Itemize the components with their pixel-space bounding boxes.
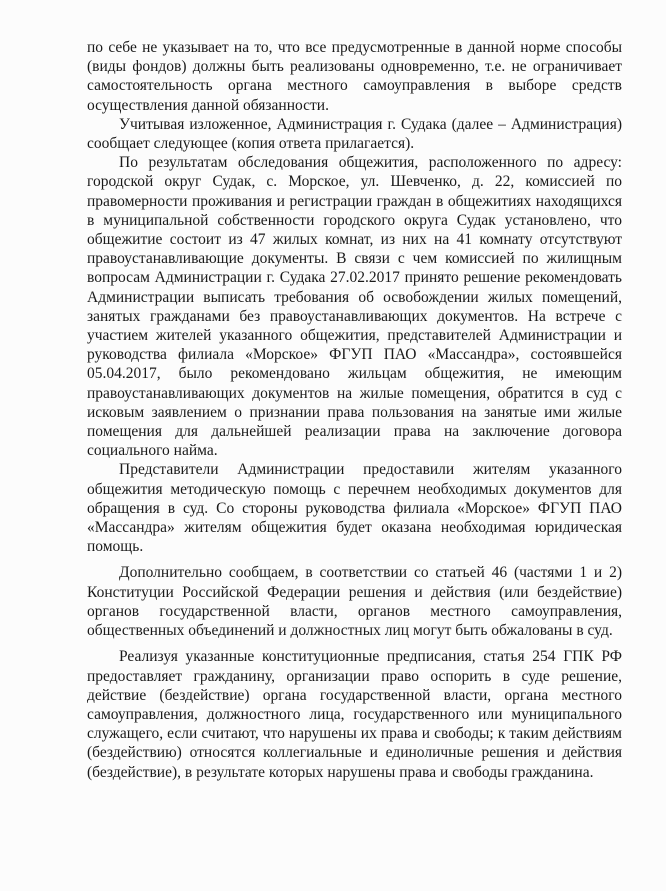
document-body	[87, 38, 622, 782]
paragraph-methodical-help: Представители Администрации предоставили жителям указанного общежития методическую помощь с перечнем необходимых документов для обращения в суд. Со стороны руководства филиала «Морское» ФГУП ПАО «Массандра» жителям общежития будет оказана необходимая юридическая помощь.	[87, 461, 622, 556]
paragraph-inspection-results: По результатам обследования общежития, расположенного по адресу: городской округ Судак, с. Морское, ул. Шевченко, д. 22, комиссией по правомерности проживания и регистрации граждан в общежитиях находящихся в муниципальной собственности городского округа Судак установлено, что общежитие состоит из 47 жилых комнат, из них на 41 комнату отсутствуют правоустанавливающие документы. В связи с чем комиссией по жилищным вопросам Администрации г. Судака 27.02.2017 принято решение рекомендовать Администрации выписать требования об освобождении жилых помещений, занятых гражданами без правоустанавливающих документов. На встрече с участием жителей указанного общежития, представителей Администрации и руководства филиала «Морское» ФГУП ПАО «Массандра», состоявшейся 05.04.2017, было рекомендовано жильцам общежития, не имеющим правоустанавливающих документов на жилые помещения, обратится в суд с исковым заявлением о признании права пользования на занятые ими жилые помещения для дальнейшей реализации права на заключение договора социального найма.	[87, 154, 622, 460]
paragraph-administration-notice: Учитывая изложенное, Администрация г. Судака (далее – Администрация) сообщает следующее (копия ответа прилагается).	[87, 115, 622, 153]
paragraph-continuation: по себе не указывает на то, что все предусмотренные в данной норме способы (виды фондов) должны быть реализованы одновременно, т.е. не ограничивает самостоятельность органа местного самоуправления в выборе средств осуществления данной обязанности.	[87, 39, 622, 114]
paragraph-constitution-article: Дополнительно сообщаем, в соответствии со статьей 46 (частями 1 и 2) Конституции Российской Федерации решения и действия (или бездействие) органов государственной власти, органов местного самоуправления, общественных объединений и должностных лиц могут быть обжалованы в суд.	[87, 564, 622, 640]
paragraph-civil-procedure: Реализуя указанные конституционные предписания, статья 254 ГПК РФ предоставляет гражданину, организации право оспорить в суде решение, действие (бездействие) органа государственной власти, органа местного самоуправления, должностного лица, государственного или муниципального служащего, если считают, что нарушены их права и свободы; к таким действиям (бездействию) относятся коллегиальные и единоличные решения и действия (бездействие), в результате которых нарушены права и свободы гражданина.	[87, 648, 622, 781]
